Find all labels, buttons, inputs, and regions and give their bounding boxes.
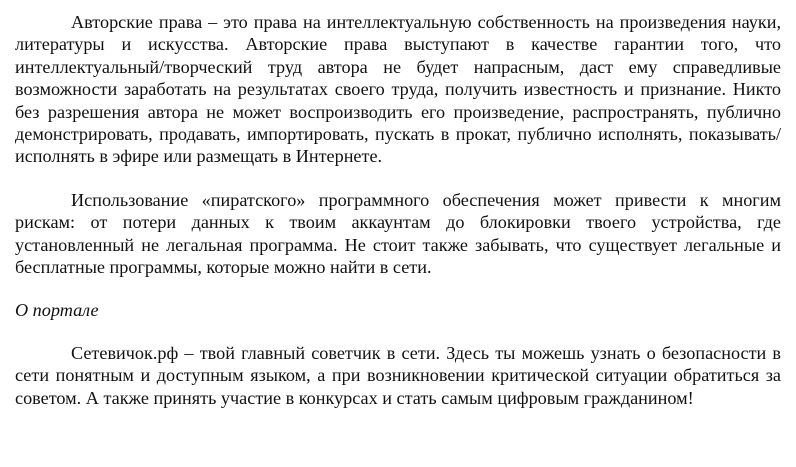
section-spacer [15,278,781,299]
paragraph-portal: Сетевичок.рф – твой главный советчик в сети. Здесь ты можешь узнать о безопасности в сети понятным и доступным языком, а при возникновении критической ситуации обратиться за советом. А также принять участие в конкурсах и стать самым цифровым гражданином! [15,342,781,408]
paragraph-piracy: Использование «пиратского» программного обеспечения может привести к многим рискам: от потери данных к твоим аккаунтам до блокировки твоего устройства, где установленный не легальная программа. Не стоит также забывать, что существует легальные и бесплатные программы, которые можно найти в сети. [15,189,781,278]
document-page [15,11,781,409]
section-spacer [15,322,781,342]
section-title-about-portal: О портале [15,300,99,321]
paragraph-copyright: Авторские права – это права на интеллектуальную собственность на произведения науки, литературы и искусства. Авторские права выступают в качестве гарантии того, что интеллектуальный/творческий труд автора не будет напрасным, даст ему справедливые возможности заработать на результатах своего труда, получить известность и признание. Никто без разрешения автора не может воспроизводить его произведение, распространять, публично демонстрировать, продавать, импортировать, пускать в прокат, публично исполнять, показывать/исполнять в эфире или размещать в Интернете. [15,12,781,167]
paragraph-spacer [15,168,781,189]
